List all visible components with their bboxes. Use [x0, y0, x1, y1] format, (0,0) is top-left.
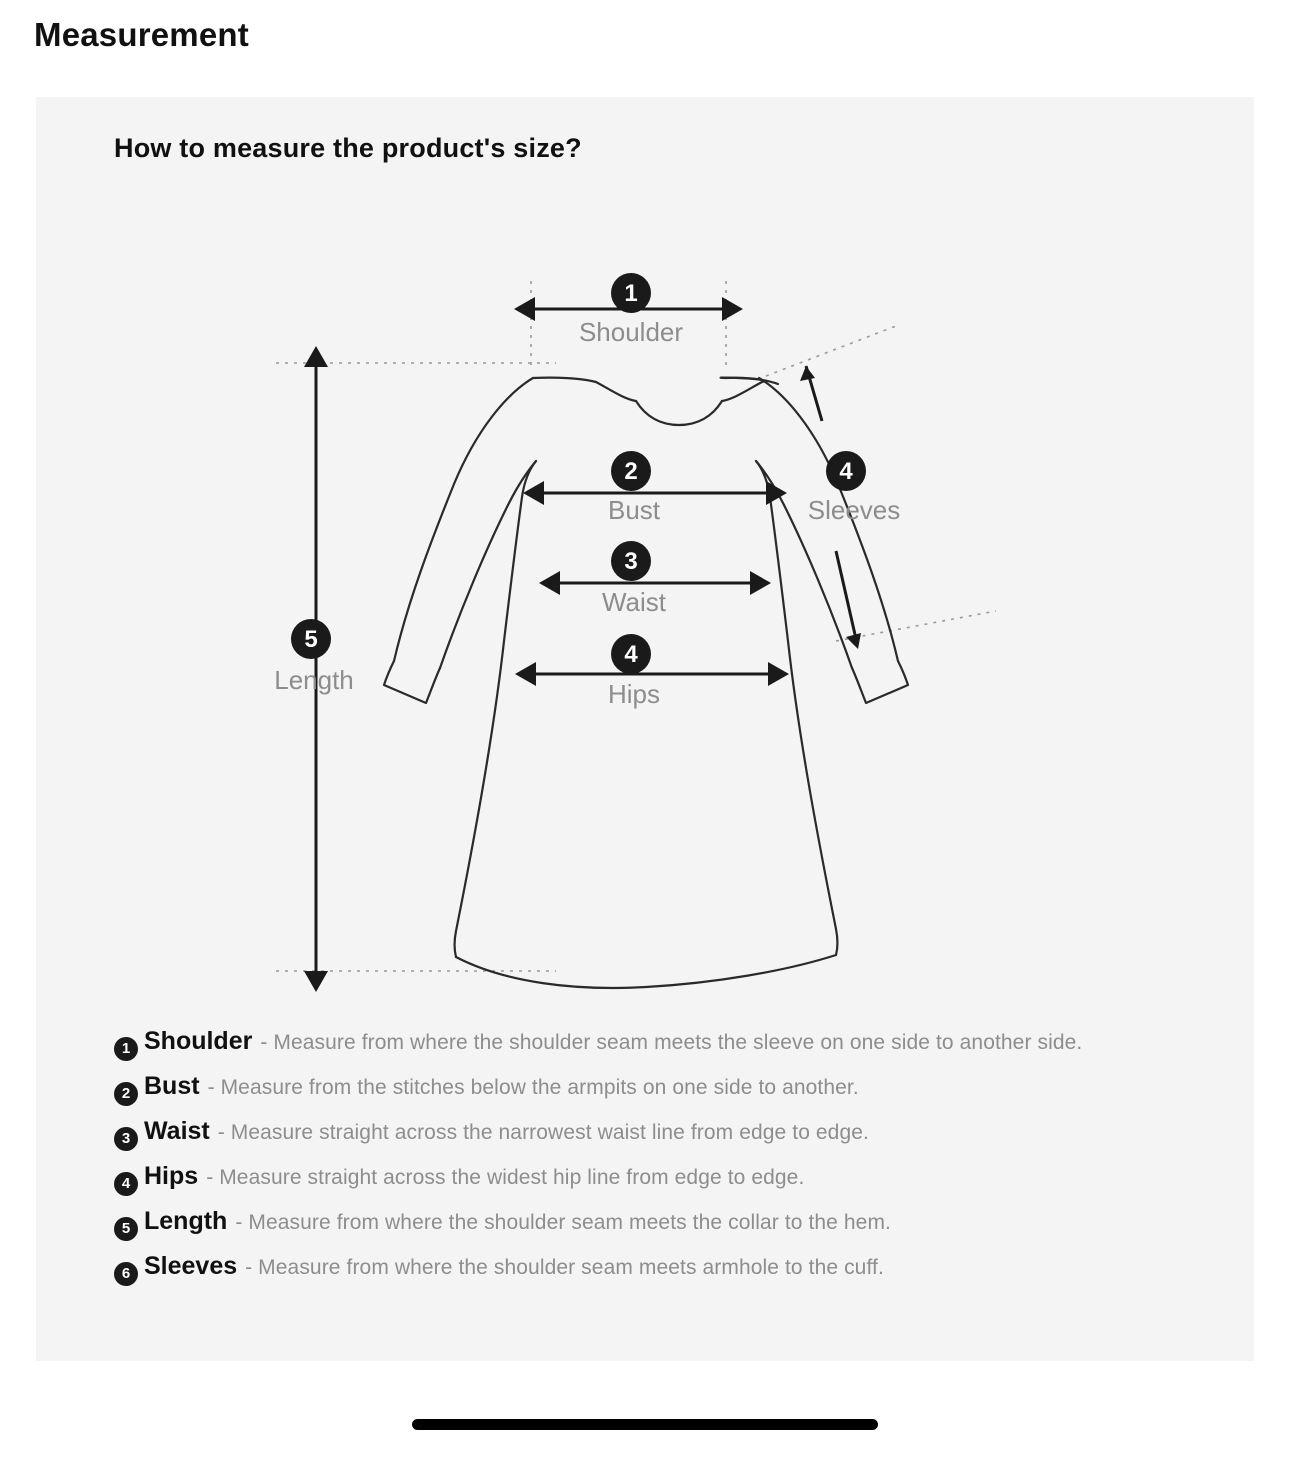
label-length: Length	[274, 665, 354, 695]
legend-desc-bust: - Measure from the stitches below the armpits on one side to another.	[207, 1076, 859, 1099]
garment-diagram-svg	[36, 171, 1254, 1011]
legend-term-hips: Hips	[144, 1162, 199, 1190]
legend-badge-4: 4	[114, 1172, 138, 1196]
page-title: Measurement	[34, 16, 249, 53]
svg-text:4: 4	[839, 458, 853, 485]
svg-text:3: 3	[624, 548, 638, 575]
svg-text:1: 1	[624, 280, 638, 307]
legend-badge-3: 3	[114, 1127, 138, 1151]
diagram-badge-sleeves	[826, 451, 866, 491]
legend-item-shoulder	[114, 1025, 1204, 1058]
legend-desc-shoulder: - Measure from where the shoulder seam meets the sleeve on one side to another side.	[260, 1031, 1083, 1054]
legend-term-sleeves: Sleeves	[144, 1252, 238, 1280]
svg-text:2: 2	[624, 458, 638, 485]
legend-desc-sleeves: - Measure from where the shoulder seam meets armhole to the cuff.	[245, 1256, 884, 1279]
legend-badge-2: 2	[114, 1082, 138, 1106]
measurement-panel	[36, 97, 1254, 1361]
legend-item-length	[114, 1205, 1204, 1238]
legend-term-length: Length	[144, 1207, 228, 1235]
panel-heading: How to measure the product's size?	[114, 133, 582, 163]
legend-item-sleeves	[114, 1250, 1204, 1283]
legend-item-hips	[114, 1160, 1204, 1193]
label-shoulder: Shoulder	[578, 317, 684, 347]
dimension-arrows	[316, 309, 861, 971]
legend-badge-5: 5	[114, 1217, 138, 1241]
home-indicator[interactable]	[412, 1419, 878, 1430]
label-hips: Hips	[607, 679, 661, 709]
diagram-badge-hips	[611, 634, 651, 674]
legend-badge-6: 6	[114, 1262, 138, 1286]
legend-term-bust: Bust	[144, 1072, 200, 1100]
diagram-badge-waist	[611, 541, 651, 581]
svg-text:4: 4	[624, 641, 638, 668]
diagram-badge-bust	[611, 451, 651, 491]
legend-desc-hips: - Measure straight across the widest hip line from edge to edge.	[206, 1166, 805, 1189]
legend-desc-waist: - Measure straight across the narrowest waist line from edge to edge.	[217, 1121, 869, 1144]
legend-item-bust	[114, 1070, 1204, 1103]
measurement-legend	[114, 1025, 1204, 1295]
legend-desc-length: - Measure from where the shoulder seam meets the collar to the hem.	[235, 1211, 891, 1234]
label-sleeves: Sleeves	[807, 495, 901, 525]
diagram-badge-shoulder	[611, 273, 651, 313]
legend-term-waist: Waist	[144, 1117, 210, 1145]
legend-badge-1: 1	[114, 1037, 138, 1061]
label-bust: Bust	[607, 495, 661, 525]
legend-item-waist	[114, 1115, 1204, 1148]
legend-term-shoulder: Shoulder	[144, 1027, 253, 1055]
svg-text:5: 5	[304, 626, 318, 653]
diagram-badge-length	[291, 619, 331, 659]
label-waist: Waist	[601, 587, 667, 617]
measurement-diagram	[36, 171, 1254, 1011]
